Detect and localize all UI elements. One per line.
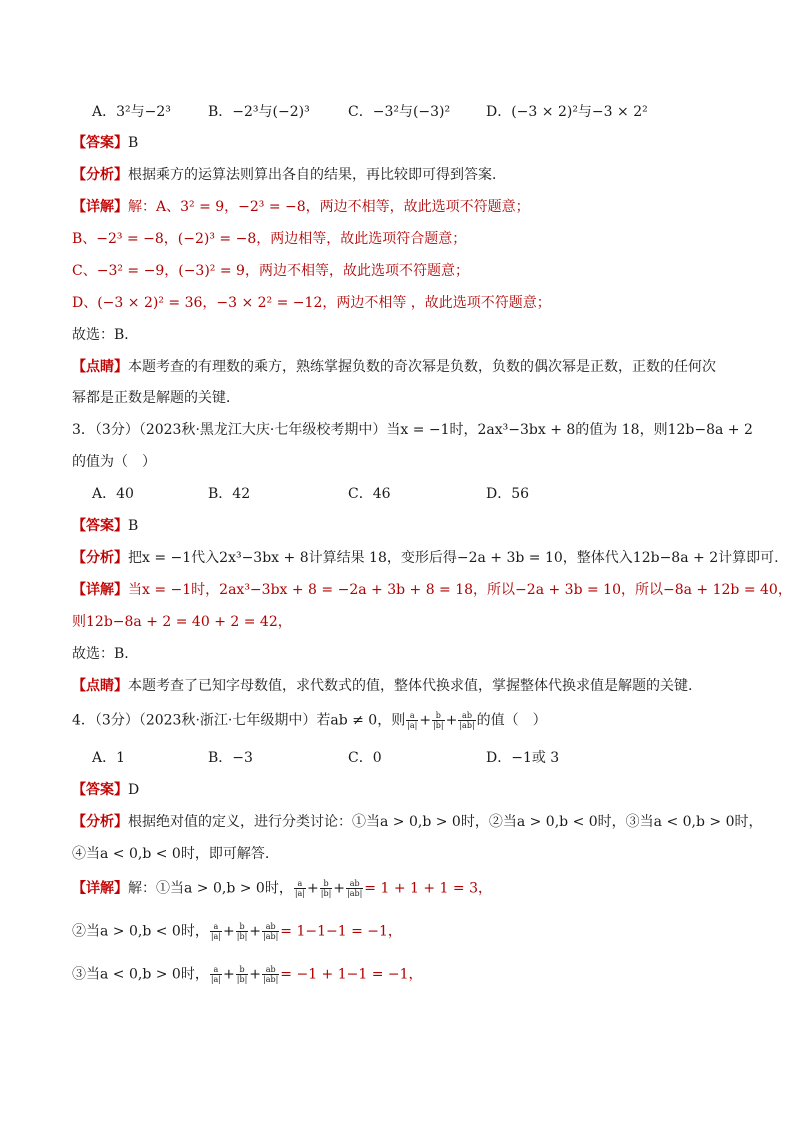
- q4-option-d: D．−1或 3: [486, 750, 560, 766]
- analysis-text: 把x = −1代入2x³−3bx + 8计算结果 18，变形后得−2a + 3b = 10，整体代入12b−8a + 2计算即可.: [128, 550, 779, 566]
- q4-option-c: C．0: [348, 750, 382, 766]
- fraction-ab: $\frac{ab}{|ab|}$: [263, 922, 279, 941]
- detail-case-2: ②当a > 0,b < 0时，: [72, 923, 209, 940]
- point-tag: 【点睛】: [72, 359, 128, 375]
- q4-stem-prefix: 4．（3分）（2023秋·浙江·七年级期中）若ab ≠ 0，则: [72, 712, 406, 729]
- detail-text: 解：A、3² = 9，−2³ = −8，两边不相等，故此选项不符题意；: [128, 199, 530, 215]
- answer-value: B: [128, 135, 139, 151]
- q4-analysis-1: [72, 813, 763, 831]
- q2-detail-4: D、(−3 × 2)² = 36，−3 × 2² = −12，两边不相等 ，故此选项不符题意；: [72, 295, 551, 311]
- answer-tag: 【答案】: [72, 782, 128, 798]
- fraction-ab: $\frac{ab}{|ab|}$: [347, 879, 363, 898]
- fraction-a: $\frac{a}{|a|}$: [294, 879, 306, 898]
- detail-result-1: = 1 + 1 + 1 = 3，: [364, 880, 492, 897]
- q4-answer: [72, 781, 139, 799]
- detail-tag: 【详解】: [72, 880, 128, 897]
- fraction-b: $\frac{b}{|b|}$: [320, 879, 332, 898]
- detail-tag: 【详解】: [72, 582, 128, 598]
- q3-stem-1: 3．（3分）（2023秋·黑龙江大庆·七年级校考期中）当x = −1时，2ax³−3bx + 8的值为 18，则12b−8a + 2: [72, 422, 753, 438]
- q2-point-1: [72, 358, 716, 376]
- fraction-ab: $\frac{ab}{|ab|}$: [263, 965, 279, 984]
- analysis-tag: 【分析】: [72, 550, 128, 566]
- fraction-a: $\frac{a}{|a|}$: [210, 922, 222, 941]
- detail-result-3: = −1 + 1−1 = −1，: [280, 966, 423, 983]
- q2-detail-3: C、−3² = −9，(−3)² = 9，两边不相等，故此选项不符题意；: [72, 263, 469, 279]
- analysis-tag: 【分析】: [72, 167, 128, 183]
- q2-option-c: C．−3²与(−3)²: [348, 104, 451, 120]
- q3-analysis: [72, 549, 779, 567]
- point-text: 本题考查的有理数的乘方，熟练掌握负数的奇次幂是负数，负数的偶次幂是正数，正数的任何次: [128, 359, 716, 375]
- analysis-text: 根据绝对值的定义，进行分类讨论：①当a > 0,b > 0时，②当a > 0,b < 0时，③当a < 0,b > 0时，: [128, 814, 763, 830]
- detail-case-3: ③当a < 0,b > 0时，: [72, 966, 209, 983]
- q3-detail-2: 则12b−8a + 2 = 40 + 2 = 42，: [72, 614, 292, 630]
- answer-tag: 【答案】: [72, 518, 128, 534]
- q3-option-b: B．42: [208, 486, 251, 502]
- detail-result-2: = 1−1−1 = −1，: [280, 923, 402, 940]
- q4-analysis-2: ④当a < 0,b < 0时，即可解答.: [72, 846, 270, 862]
- q2-option-b: B．−2³与(−2)³: [208, 104, 310, 120]
- point-text: 本题考查了已知字母数值，求代数式的值，整体代换求值，掌握整体代换求值是解题的关键.: [128, 678, 693, 694]
- point-tag: 【点睛】: [72, 678, 128, 694]
- detail-tag: 【详解】: [72, 199, 128, 215]
- q3-option-a: A．40: [92, 486, 134, 502]
- analysis-text: 根据乘方的运算法则算出各自的结果，再比较即可得到答案．: [128, 167, 506, 183]
- answer-value: B: [128, 518, 139, 534]
- q2-option-d: D．(−3 × 2)²与−3 × 2²: [486, 104, 648, 120]
- q2-analysis: [72, 166, 506, 184]
- fraction-b: $\frac{b}{|b|}$: [433, 711, 444, 730]
- q3-point-1: [72, 677, 692, 695]
- q2-answer: [72, 134, 138, 152]
- fraction-a: $\frac{a}{|a|}$: [407, 711, 418, 730]
- q2-choose: 故选：B．: [72, 327, 139, 343]
- answer-value: D: [128, 782, 140, 798]
- q3-detail-1: [72, 581, 792, 599]
- q3-answer: [72, 517, 138, 535]
- q4-stem-suffix: 的值（ ）: [476, 712, 547, 729]
- fraction-b: $\frac{b}{|b|}$: [236, 965, 248, 984]
- q2-point-2: 幂都是正数是解题的关键．: [72, 390, 240, 406]
- detail-text: 当x = −1时，2ax³−3bx + 8 = −2a + 3b + 8 = 18，所以−2a + 3b = 10，所以−8a + 12b = 40，: [128, 582, 792, 598]
- q2-detail-1: [72, 198, 530, 216]
- q4-detail-2: ②当a > 0,b < 0时， $\frac{a}{|a|}$ + $\frac{b}{|b|}$ + $\frac{ab}{|ab|}$ = 1−1−1 = −1，: [72, 922, 402, 941]
- q4-detail-1: 【详解】解：①当a > 0,b > 0时， $\frac{a}{|a|}$ + $\frac{b}{|b|}$ + $\frac{ab}{|ab|}$ = 1 + 1 + 1 = 3，: [72, 879, 492, 898]
- q3-stem-2: 的值为（ ）: [72, 454, 156, 470]
- q4-detail-3: ③当a < 0,b > 0时， $\frac{a}{|a|}$ + $\frac{b}{|b|}$ + $\frac{ab}{|ab|}$ = −1 + 1−1 = −1，: [72, 965, 423, 984]
- q4-option-b: B．−3: [208, 750, 253, 766]
- q4-option-a: A．1: [92, 750, 126, 766]
- fraction-ab: $\frac{ab}{|ab|}$: [459, 711, 475, 730]
- q3-choose: 故选：B.: [72, 646, 129, 662]
- analysis-tag: 【分析】: [72, 814, 128, 830]
- q2-detail-2: B、−2³ = −8，(−2)³ = −8，两边相等，故此选项符合题意；: [72, 231, 467, 247]
- q3-option-d: D．56: [486, 486, 530, 502]
- q4-stem: 4．（3分）（2023秋·浙江·七年级期中）若ab ≠ 0，则 $\frac{a}{|a|}$ + $\frac{b}{|b|}$ + $\frac{ab}{|ab|}$ 的值（ ）: [72, 711, 547, 730]
- q2-option-a: A．3²与−2³: [92, 104, 171, 120]
- q3-option-c: C．46: [348, 486, 391, 502]
- fraction-b: $\frac{b}{|b|}$: [236, 922, 248, 941]
- fraction-a: $\frac{a}{|a|}$: [210, 965, 222, 984]
- answer-tag: 【答案】: [72, 135, 128, 151]
- detail-case-1: 解：①当a > 0,b > 0时，: [128, 880, 293, 897]
